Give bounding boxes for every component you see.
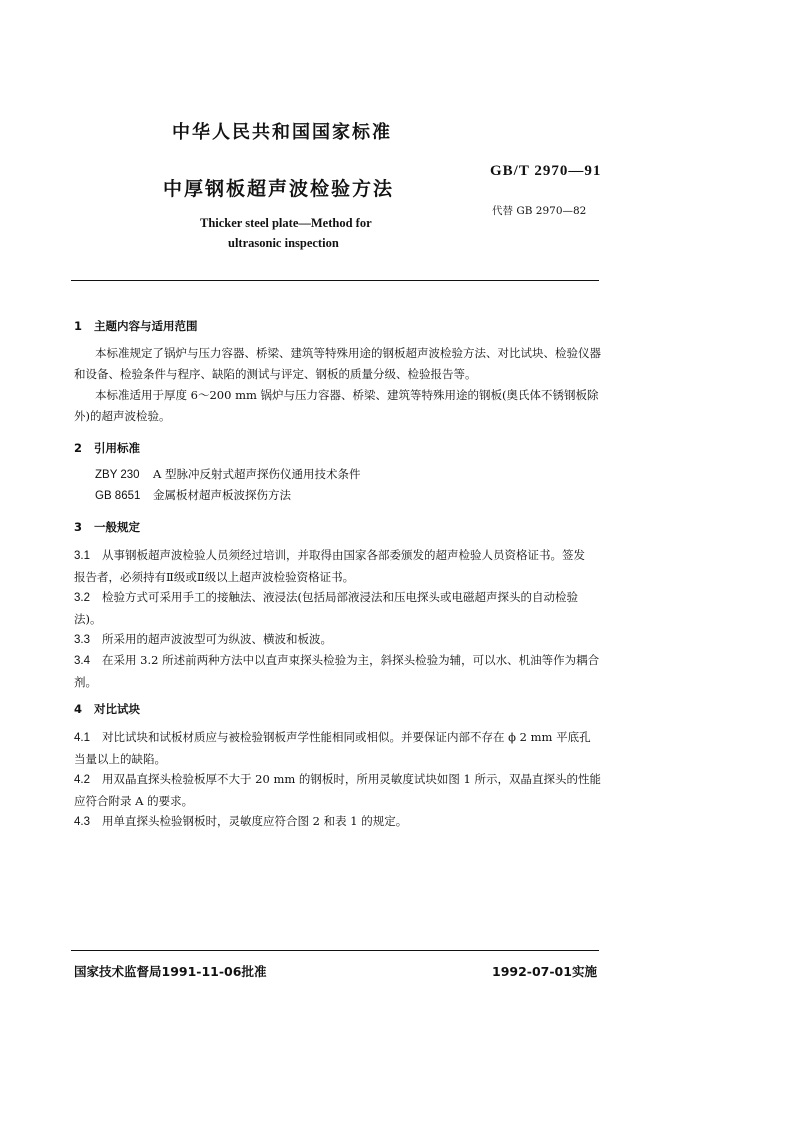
clause: [74, 629, 604, 651]
document-title-cn: 中厚钢板超声波检验方法: [163, 178, 395, 200]
clause-number: 3.3: [74, 634, 90, 646]
reference-item: [95, 487, 291, 503]
reference-title: A 型脉冲反射式超声探伤仪通用技术条件: [153, 467, 361, 481]
approval-date: 国家技术监督局1991-11-06批准: [74, 964, 267, 979]
section-title: 对比试块: [94, 702, 140, 716]
clause-text: 从事钢板超声波检验人员须经过培训，并取得由国家各部委颁发的超声检验人员资格证书。签发: [102, 548, 585, 562]
section-number: 3: [74, 520, 83, 534]
section-number: 1: [74, 319, 83, 333]
section-title: 一般规定: [94, 520, 140, 534]
standard-number: GB/T 2970—91: [490, 163, 602, 179]
clause-number: 3.2: [74, 592, 90, 604]
replaces-standard: 代替 GB 2970—82: [492, 205, 587, 217]
document-title-en-line1: Thicker steel plate—Method for: [200, 216, 372, 230]
reference-title: 金属板材超声板波探伤方法: [153, 488, 291, 502]
clause-number: 4.2: [74, 774, 90, 786]
clause-text: 剂。: [74, 675, 97, 689]
reference-code: GB 8651: [95, 490, 141, 502]
section-number: 4: [74, 702, 83, 716]
paragraph-line: 和设备、检验条件与程序、缺陷的测试与评定、钢板的质量分级、检验报告等。: [74, 367, 477, 381]
clause: [74, 811, 604, 833]
clause-text: 对比试块和试板材质应与被检验钢板声学性能相同或相似。并要保证内部不存在 ϕ 2 mm 平底孔: [102, 730, 591, 744]
header-divider: [71, 280, 599, 281]
section-heading: [74, 440, 140, 456]
clause-text: 法)。: [74, 612, 102, 626]
clause-text: 所采用的超声波波型可为纵波、横波和板波。: [102, 632, 332, 646]
national-standard-heading: 中华人民共和国国家标准: [172, 122, 392, 143]
clause-text: 用双晶直探头检验板厚不大于 20 mm 的钢板时，所用灵敏度试块如图 1 所示，双晶直探头的性能: [102, 772, 602, 786]
reference-item: [95, 466, 360, 482]
clause-text: 应符合附录 A 的要求。: [74, 794, 194, 808]
clause-text: 用单直探头检验钢板时，灵敏度应符合图 2 和表 1 的规定。: [102, 814, 408, 828]
implementation-date: 1992-07-01实施: [492, 964, 597, 979]
clause: [74, 545, 604, 588]
clause-text: 当量以上的缺陷。: [74, 752, 166, 766]
clause-number: 4.3: [74, 816, 90, 828]
clause-number: 3.4: [74, 655, 90, 667]
paragraph-line: 本标准规定了锅炉与压力容器、桥梁、建筑等特殊用途的钢板超声波检验方法、对比试块、检验仪器: [95, 346, 601, 360]
clause-text: 检验方式可采用手工的接触法、液浸法(包括局部液浸法和压电探头或电磁超声探头的自动检验: [102, 590, 578, 604]
paragraph-line: 外)的超声波检验。: [74, 409, 171, 423]
section-heading: [74, 318, 198, 334]
reference-code: ZBY 230: [95, 469, 140, 481]
document-title-en-line2: ultrasonic inspection: [228, 236, 339, 250]
clause-text: 在采用 3.2 所述前两种方法中以直声束探头检验为主，斜探头检验为辅，可以水、机油等作为耦合: [102, 653, 600, 667]
paragraph-line: 本标准适用于厚度 6～200 mm 锅炉与压力容器、桥梁、建筑等特殊用途的钢板(奥氏体不锈钢板除: [95, 388, 599, 402]
section-title: 主题内容与适用范围: [94, 319, 198, 333]
clause: [74, 769, 604, 812]
clause: [74, 587, 604, 630]
section-heading: [74, 701, 140, 717]
clause-number: 4.1: [74, 732, 90, 744]
section-heading: [74, 519, 140, 535]
section-title: 引用标准: [94, 441, 140, 455]
clause: [74, 650, 604, 693]
footer-divider: [71, 950, 599, 951]
clause-number: 3.1: [74, 550, 90, 562]
clause-text: 报告者，必须持有Ⅱ级或Ⅱ级以上超声波检验资格证书。: [74, 570, 355, 584]
clause: [74, 727, 604, 770]
section-number: 2: [74, 441, 83, 455]
